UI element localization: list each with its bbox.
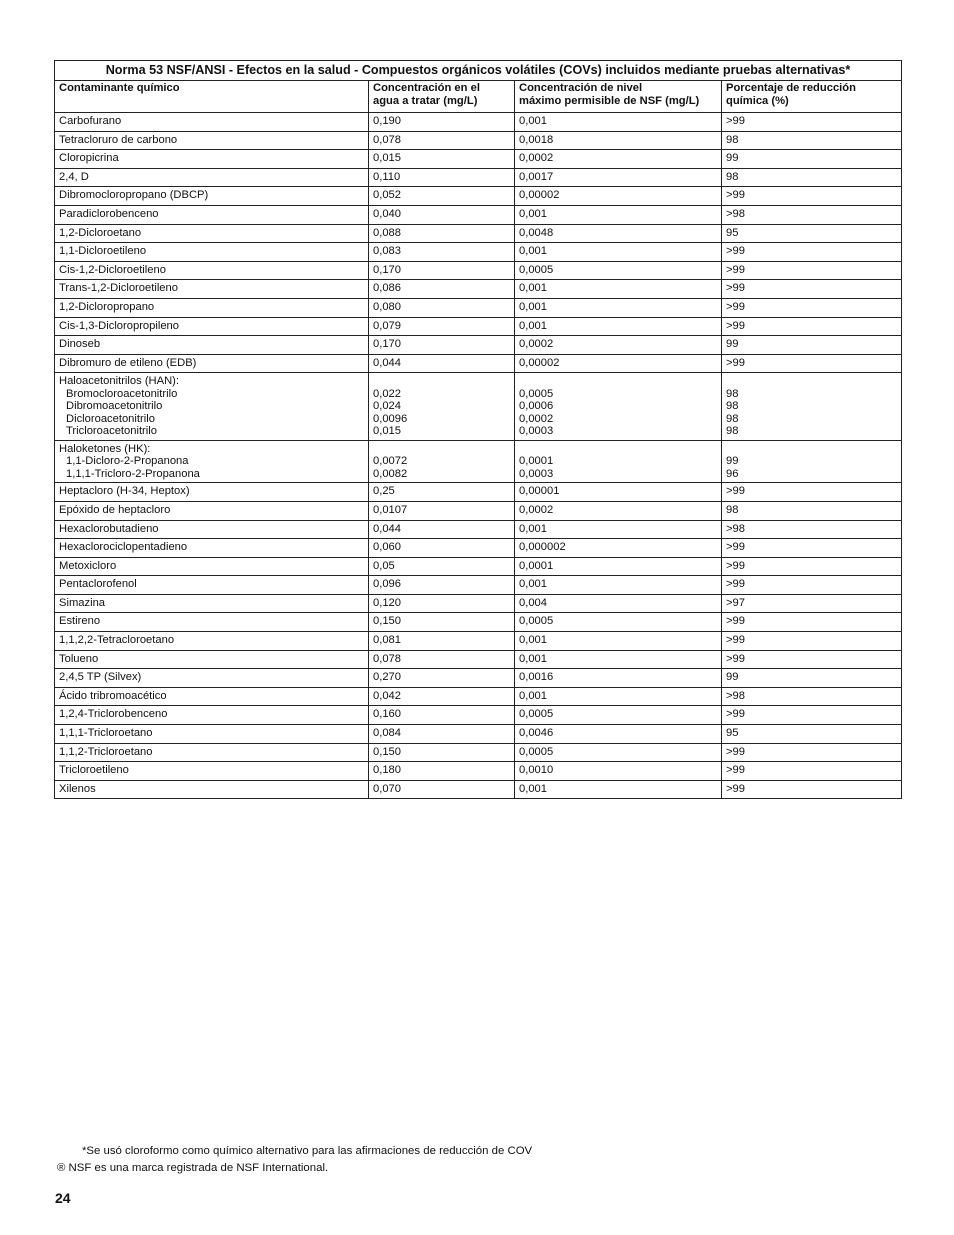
table-row <box>55 354 902 373</box>
cell-contaminant: 1,1,1-Tricloroetano <box>55 725 369 744</box>
cell-contaminant: Epóxido de heptacloro <box>55 501 369 520</box>
cell-max-level: 0,004 <box>515 594 722 613</box>
sub-value: 98 <box>726 412 739 425</box>
cell-contaminant: 1,1,2-Tricloroetano <box>55 743 369 762</box>
sub-contaminant: Dibromoacetonitrilo <box>66 400 163 413</box>
table-row <box>55 224 902 243</box>
cell-max-level: 0,0016 <box>515 669 722 688</box>
cell-max-level: 0,0005 <box>515 613 722 632</box>
table-row-group <box>55 373 902 441</box>
sub-value: 0,0082 <box>373 467 408 480</box>
cell-reduction-percent: >99 <box>722 743 902 762</box>
cell-influent-concentration: 0,160 <box>369 706 515 725</box>
cell-reduction-percent: >99 <box>722 354 902 373</box>
cell-reduction-percent: >99 <box>722 317 902 336</box>
cell-influent-concentration: 0,0107 <box>369 501 515 520</box>
sub-contaminant: 1,1-Dicloro-2-Propanona <box>66 455 189 468</box>
cell-reduction-percent: >99 <box>722 613 902 632</box>
table-row <box>55 150 902 169</box>
sub-value: 0,015 <box>373 425 401 438</box>
cell-reduction-percent <box>722 440 902 483</box>
cell-reduction-percent: 95 <box>722 725 902 744</box>
cell-reduction-percent: >99 <box>722 261 902 280</box>
cell-max-level: 0,001 <box>515 576 722 595</box>
cell-max-level: 0,00001 <box>515 483 722 502</box>
cell-max-level: 0,0001 <box>515 557 722 576</box>
header-line: Porcentaje de reducción <box>726 82 856 94</box>
cell-max-level: 0,0005 <box>515 261 722 280</box>
table-body <box>55 113 902 799</box>
table-row <box>55 539 902 558</box>
cell-reduction-percent: >99 <box>722 243 902 262</box>
header-line: Concentración de nivel <box>519 82 643 94</box>
sub-value: 98 <box>726 400 739 413</box>
cell-reduction-percent: >98 <box>722 687 902 706</box>
cell-contaminant: Metoxicloro <box>55 557 369 576</box>
cell-max-level: 0,00002 <box>515 354 722 373</box>
cell-influent-concentration: 0,25 <box>369 483 515 502</box>
cell-contaminant <box>55 373 369 441</box>
cell-influent-concentration: 0,052 <box>369 187 515 206</box>
cell-influent-concentration: 0,150 <box>369 743 515 762</box>
cell-contaminant: Hexaclorobutadieno <box>55 520 369 539</box>
header-line: Contaminante químico <box>59 82 180 94</box>
sub-value: 99 <box>726 455 739 468</box>
sub-value: 0,0005 <box>519 387 554 400</box>
cell-influent-concentration: 0,170 <box>369 336 515 355</box>
cell-max-level: 0,000002 <box>515 539 722 558</box>
table-row <box>55 576 902 595</box>
cell-contaminant: 1,2,4-Triclorobenceno <box>55 706 369 725</box>
sub-value: 98 <box>726 387 739 400</box>
cell-reduction-percent: 98 <box>722 501 902 520</box>
cell-max-level: 0,001 <box>515 243 722 262</box>
sub-contaminant: Bromocloroacetonitrilo <box>66 387 178 400</box>
table-row <box>55 298 902 317</box>
cell-influent-concentration: 0,05 <box>369 557 515 576</box>
cell-influent-concentration <box>369 373 515 441</box>
cell-influent-concentration: 0,044 <box>369 354 515 373</box>
table-row <box>55 613 902 632</box>
table-row <box>55 520 902 539</box>
cell-influent-concentration: 0,170 <box>369 261 515 280</box>
table-row <box>55 243 902 262</box>
cell-contaminant: Estireno <box>55 613 369 632</box>
cell-contaminant: 1,1-Dicloroetileno <box>55 243 369 262</box>
header-line: máximo permisible de NSF (mg/L) <box>519 94 700 107</box>
sub-value: 96 <box>726 467 739 480</box>
cell-contaminant: Hexaclorociclopentadieno <box>55 539 369 558</box>
cell-influent-concentration: 0,044 <box>369 520 515 539</box>
cell-reduction-percent: 99 <box>722 150 902 169</box>
sub-value: 0,024 <box>373 400 401 413</box>
table-row <box>55 687 902 706</box>
sub-value: 0,0072 <box>373 455 408 468</box>
cell-max-level: 0,001 <box>515 780 722 799</box>
table-row <box>55 168 902 187</box>
cell-contaminant: 1,2-Dicloroetano <box>55 224 369 243</box>
cell-influent-concentration: 0,084 <box>369 725 515 744</box>
group-spacer <box>519 443 717 456</box>
cell-influent-concentration: 0,060 <box>369 539 515 558</box>
group-spacer <box>373 375 510 388</box>
cell-reduction-percent: >99 <box>722 762 902 781</box>
cell-contaminant: Pentaclorofenol <box>55 576 369 595</box>
sub-value: 0,0003 <box>519 467 554 480</box>
sub-value: 0,0003 <box>519 425 554 438</box>
table-title: Norma 53 NSF/ANSI - Efectos en la salud - Compuestos orgánicos volátiles (COVs) incluidos mediante pruebas alternativas* <box>55 61 902 81</box>
table-row <box>55 632 902 651</box>
cell-contaminant: Cloropicrina <box>55 150 369 169</box>
cell-max-level <box>515 373 722 441</box>
table-row <box>55 557 902 576</box>
table-row <box>55 762 902 781</box>
header-line: Concentración en el <box>373 82 480 94</box>
cell-contaminant: Carbofurano <box>55 113 369 132</box>
table-row <box>55 113 902 132</box>
header-line: química (%) <box>726 94 789 107</box>
cell-max-level: 0,0005 <box>515 706 722 725</box>
cell-contaminant: Cis-1,3-Dicloropropileno <box>55 317 369 336</box>
group-spacer <box>726 443 897 456</box>
sub-value: 0,0002 <box>519 412 554 425</box>
cell-influent-concentration: 0,080 <box>369 298 515 317</box>
cell-reduction-percent: >99 <box>722 632 902 651</box>
table-row <box>55 187 902 206</box>
table-row <box>55 725 902 744</box>
cell-reduction-percent: >98 <box>722 520 902 539</box>
cell-influent-concentration <box>369 440 515 483</box>
cell-reduction-percent: 99 <box>722 669 902 688</box>
cell-influent-concentration: 0,042 <box>369 687 515 706</box>
group-label: Haloketones (HK): <box>59 442 151 455</box>
header-max-level <box>515 81 722 113</box>
sub-contaminant: Dicloroacetonitrilo <box>66 412 155 425</box>
cell-reduction-percent: >99 <box>722 187 902 206</box>
cell-contaminant: Cis-1,2-Dicloroetileno <box>55 261 369 280</box>
cell-max-level: 0,0048 <box>515 224 722 243</box>
cell-influent-concentration: 0,070 <box>369 780 515 799</box>
cell-max-level <box>515 440 722 483</box>
cell-contaminant: Paradiclorobenceno <box>55 205 369 224</box>
cell-max-level: 0,0005 <box>515 743 722 762</box>
cell-max-level: 0,0017 <box>515 168 722 187</box>
table-row <box>55 650 902 669</box>
cell-reduction-percent: >99 <box>722 113 902 132</box>
cell-influent-concentration: 0,096 <box>369 576 515 595</box>
cell-contaminant: Heptacloro (H-34, Heptox) <box>55 483 369 502</box>
sub-contaminant: Tricloroacetonitrilo <box>66 425 157 438</box>
column-header-row <box>55 81 902 113</box>
cell-influent-concentration: 0,088 <box>369 224 515 243</box>
table-row <box>55 483 902 502</box>
cell-max-level: 0,00002 <box>515 187 722 206</box>
cell-reduction-percent: >99 <box>722 539 902 558</box>
cell-reduction-percent: >99 <box>722 576 902 595</box>
table-row <box>55 669 902 688</box>
cell-max-level: 0,001 <box>515 205 722 224</box>
cell-reduction-percent: >99 <box>722 780 902 799</box>
table-row <box>55 131 902 150</box>
cell-contaminant: 1,2-Dicloropropano <box>55 298 369 317</box>
sub-value: 0,0096 <box>373 412 408 425</box>
cell-reduction-percent: 98 <box>722 168 902 187</box>
group-spacer <box>373 443 510 456</box>
cell-reduction-percent: >99 <box>722 298 902 317</box>
header-contaminant <box>55 81 369 113</box>
trademark-notice: ® NSF es una marca registrada de NSF International. <box>57 1162 329 1174</box>
table-row <box>55 261 902 280</box>
cell-influent-concentration: 0,079 <box>369 317 515 336</box>
cell-reduction-percent: >99 <box>722 706 902 725</box>
cell-influent-concentration: 0,270 <box>369 669 515 688</box>
table-row <box>55 336 902 355</box>
cell-reduction-percent: >99 <box>722 483 902 502</box>
cell-contaminant: Xilenos <box>55 780 369 799</box>
cell-influent-concentration: 0,150 <box>369 613 515 632</box>
cell-max-level: 0,0002 <box>515 501 722 520</box>
cell-contaminant: Dinoseb <box>55 336 369 355</box>
cell-reduction-percent: 98 <box>722 131 902 150</box>
cell-influent-concentration: 0,015 <box>369 150 515 169</box>
table-row <box>55 706 902 725</box>
cell-influent-concentration: 0,180 <box>369 762 515 781</box>
cell-reduction-percent: >99 <box>722 557 902 576</box>
cell-max-level: 0,001 <box>515 687 722 706</box>
table-row-group <box>55 440 902 483</box>
cell-contaminant: 2,4,5 TP (Silvex) <box>55 669 369 688</box>
table-row <box>55 743 902 762</box>
cell-max-level: 0,001 <box>515 298 722 317</box>
cell-reduction-percent: >99 <box>722 280 902 299</box>
cell-contaminant: Tricloroetileno <box>55 762 369 781</box>
cell-reduction-percent: >98 <box>722 205 902 224</box>
header-influent-concentration <box>369 81 515 113</box>
cell-reduction-percent: 95 <box>722 224 902 243</box>
cell-max-level: 0,0002 <box>515 150 722 169</box>
cell-influent-concentration: 0,083 <box>369 243 515 262</box>
cell-contaminant: Dibromuro de etileno (EDB) <box>55 354 369 373</box>
cell-contaminant: Tolueno <box>55 650 369 669</box>
cell-contaminant: Tetracloruro de carbono <box>55 131 369 150</box>
table-row <box>55 205 902 224</box>
table-row <box>55 280 902 299</box>
table-row <box>55 317 902 336</box>
group-spacer <box>726 375 897 388</box>
cell-reduction-percent: >97 <box>722 594 902 613</box>
sub-value: 0,0001 <box>519 455 554 468</box>
cell-influent-concentration: 0,190 <box>369 113 515 132</box>
cell-contaminant: Ácido tribromoacético <box>55 687 369 706</box>
table-row <box>55 594 902 613</box>
cell-contaminant: Trans-1,2-Dicloroetileno <box>55 280 369 299</box>
group-spacer <box>519 375 717 388</box>
cell-max-level: 0,001 <box>515 520 722 539</box>
cell-influent-concentration: 0,040 <box>369 205 515 224</box>
cell-reduction-percent: 99 <box>722 336 902 355</box>
cell-max-level: 0,0010 <box>515 762 722 781</box>
sub-value: 0,0006 <box>519 400 554 413</box>
table-row <box>55 780 902 799</box>
cell-max-level: 0,001 <box>515 280 722 299</box>
cell-max-level: 0,001 <box>515 317 722 336</box>
cell-contaminant <box>55 440 369 483</box>
cell-influent-concentration: 0,081 <box>369 632 515 651</box>
cell-max-level: 0,001 <box>515 113 722 132</box>
cell-contaminant: 1,1,2,2-Tetracloroetano <box>55 632 369 651</box>
cell-influent-concentration: 0,110 <box>369 168 515 187</box>
sub-value: 98 <box>726 425 739 438</box>
cov-reduction-table <box>54 60 902 799</box>
group-label: Haloacetonitrilos (HAN): <box>59 375 179 388</box>
cell-max-level: 0,0002 <box>515 336 722 355</box>
cell-max-level: 0,001 <box>515 632 722 651</box>
cell-contaminant: Dibromocloropropano (DBCP) <box>55 187 369 206</box>
footnote: *Se usó cloroformo como químico alternativo para las afirmaciones de reducción de COV <box>82 1145 533 1157</box>
header-line: agua a tratar (mg/L) <box>373 94 478 107</box>
header-reduction-percent <box>722 81 902 113</box>
sub-value: 0,022 <box>373 387 401 400</box>
cell-influent-concentration: 0,078 <box>369 131 515 150</box>
cell-max-level: 0,0018 <box>515 131 722 150</box>
cell-influent-concentration: 0,120 <box>369 594 515 613</box>
sub-contaminant: 1,1,1-Tricloro-2-Propanona <box>66 467 200 480</box>
cell-contaminant: 2,4, D <box>55 168 369 187</box>
cell-contaminant: Simazina <box>55 594 369 613</box>
page-number: 24 <box>55 1190 71 1206</box>
cell-max-level: 0,0046 <box>515 725 722 744</box>
cell-influent-concentration: 0,078 <box>369 650 515 669</box>
cell-reduction-percent <box>722 373 902 441</box>
cell-max-level: 0,001 <box>515 650 722 669</box>
table-row <box>55 501 902 520</box>
cell-influent-concentration: 0,086 <box>369 280 515 299</box>
cell-reduction-percent: >99 <box>722 650 902 669</box>
